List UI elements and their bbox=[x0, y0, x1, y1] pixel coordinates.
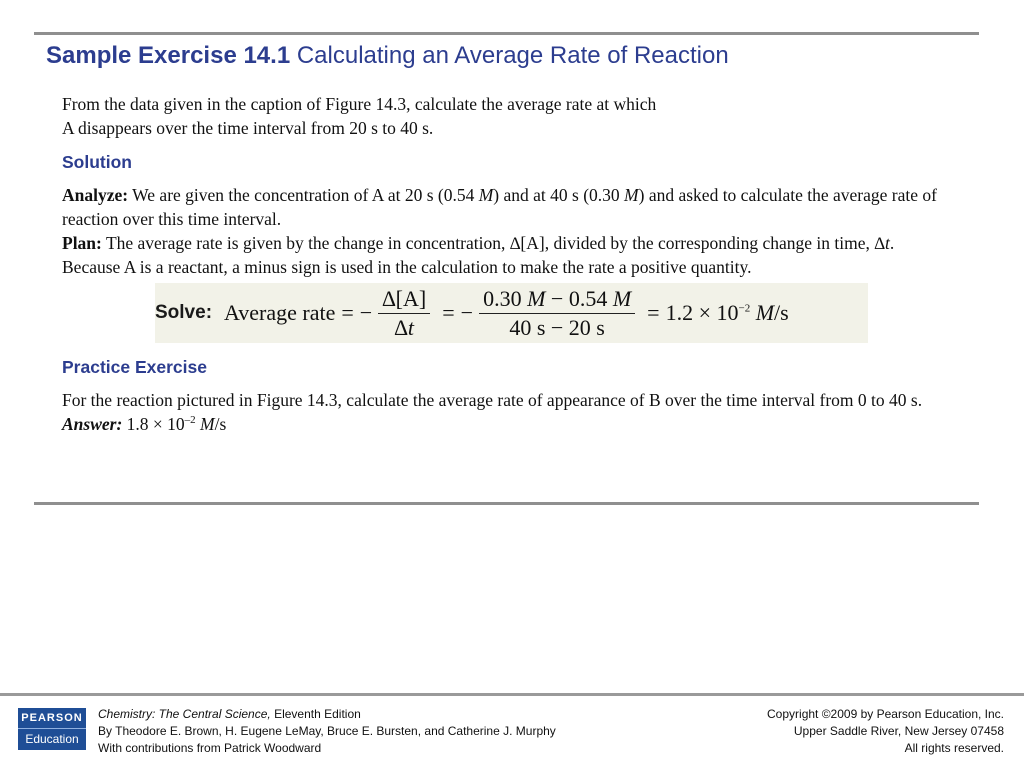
per-second-unit: /s bbox=[774, 300, 789, 325]
per-second-unit: /s bbox=[214, 414, 227, 434]
value-fraction bbox=[479, 286, 635, 341]
copyright-line: Copyright ©2009 by Pearson Education, Inc. bbox=[767, 707, 1004, 721]
plan-text-2: . Because A is a reactant, a minus sign is used in the calculation to make the rate a positive quantity. bbox=[62, 233, 895, 277]
title-topic: Calculating an Average Rate of Reaction bbox=[296, 42, 729, 69]
rights-reserved: All rights reserved. bbox=[904, 741, 1004, 755]
pearson-logo bbox=[18, 708, 86, 750]
top-divider bbox=[34, 32, 979, 35]
fraction-numerator bbox=[479, 286, 635, 314]
fraction-denominator: 40 s − 20 s bbox=[509, 314, 605, 340]
minus-sign: − bbox=[550, 285, 564, 311]
time-variable: t bbox=[407, 314, 415, 340]
answer-mantissa: 1.8 bbox=[126, 414, 149, 434]
plan-label: Plan: bbox=[62, 233, 102, 253]
exercise-content bbox=[62, 92, 942, 436]
solve-label: Solve: bbox=[155, 302, 213, 323]
equals-sign: = bbox=[442, 300, 455, 325]
logo-top-text: PEARSON bbox=[18, 708, 86, 729]
solve-equation bbox=[155, 283, 868, 343]
publisher-address: Upper Saddle River, New Jersey 07458 bbox=[793, 724, 1004, 738]
plan-paragraph bbox=[62, 231, 942, 279]
footer-citation bbox=[98, 706, 556, 757]
problem-line-1: From the data given in the caption of Figure 14.3, calculate the average rate at which bbox=[62, 94, 657, 114]
title-exercise-number: Sample Exercise 14.1 bbox=[46, 42, 291, 69]
molarity-unit: M bbox=[624, 185, 639, 205]
problem-line-2: A disappears over the time interval from 20 s to 40 s. bbox=[62, 118, 434, 138]
analyze-paragraph bbox=[62, 183, 942, 231]
solution-heading: Solution bbox=[62, 152, 132, 172]
book-edition: Eleventh Edition bbox=[274, 707, 361, 721]
answer-base: 10 bbox=[167, 414, 185, 434]
problem-statement bbox=[62, 92, 942, 140]
minus-sign: − bbox=[460, 300, 474, 325]
molarity-unit: M bbox=[612, 285, 632, 311]
footer-divider bbox=[0, 693, 1024, 696]
page-title bbox=[46, 42, 729, 70]
fraction-numerator: ∆[A] bbox=[378, 286, 430, 314]
molarity-unit: M bbox=[527, 285, 546, 311]
equals-sign: = bbox=[341, 300, 354, 325]
delta-symbol: ∆ bbox=[394, 314, 408, 340]
analyze-text-3: ) and asked to calculate the average rate of reaction over this time interval. bbox=[62, 185, 937, 229]
result-exponent: −2 bbox=[738, 302, 751, 315]
result-value bbox=[666, 300, 789, 326]
analyze-text-2: ) and at 40 s (0.30 bbox=[493, 185, 620, 205]
equals-sign: = bbox=[647, 300, 660, 325]
answer-exponent: –2 bbox=[184, 414, 196, 427]
conc-value: 0.30 bbox=[483, 285, 522, 311]
book-authors: By Theodore E. Brown, H. Eugene LeMay, Bruce E. Bursten, and Catherine J. Murphy bbox=[98, 724, 556, 738]
molarity-unit: M bbox=[478, 185, 494, 205]
practice-answer bbox=[62, 412, 942, 436]
answer-label: Answer: bbox=[62, 414, 123, 434]
molarity-unit: M bbox=[755, 300, 775, 325]
book-line bbox=[98, 706, 556, 723]
book-title: Chemistry: The Central Science, bbox=[98, 707, 271, 721]
analyze-label: Analyze: bbox=[62, 185, 129, 205]
fraction-denominator bbox=[390, 314, 418, 341]
molarity-unit: M bbox=[200, 414, 215, 434]
average-rate-term: Average rate bbox=[224, 300, 336, 325]
conc-value: 0.54 bbox=[568, 285, 608, 311]
minus-sign: − bbox=[359, 300, 373, 325]
result-mantissa: 1.2 × 10 bbox=[665, 300, 739, 325]
logo-bottom-text: Education bbox=[25, 732, 79, 746]
rate-fraction bbox=[378, 286, 430, 341]
analyze-text-1: We are given the concentration of A at 20 s (0.54 bbox=[132, 185, 475, 205]
practice-heading: Practice Exercise bbox=[62, 357, 207, 377]
plan-text-1: The average rate is given by the change in concentration, ∆[A], divided by the corresponding change in time, ∆ bbox=[105, 233, 885, 253]
footer-copyright bbox=[767, 706, 1004, 757]
time-variable: t bbox=[884, 233, 890, 253]
practice-question: For the reaction pictured in Figure 14.3, calculate the average rate of appearance of B over the time interval from 0 to 40 s. bbox=[62, 390, 923, 410]
times-sign: × bbox=[152, 414, 163, 434]
content-divider bbox=[34, 502, 979, 505]
book-contributors: With contributions from Patrick Woodward bbox=[98, 741, 322, 755]
